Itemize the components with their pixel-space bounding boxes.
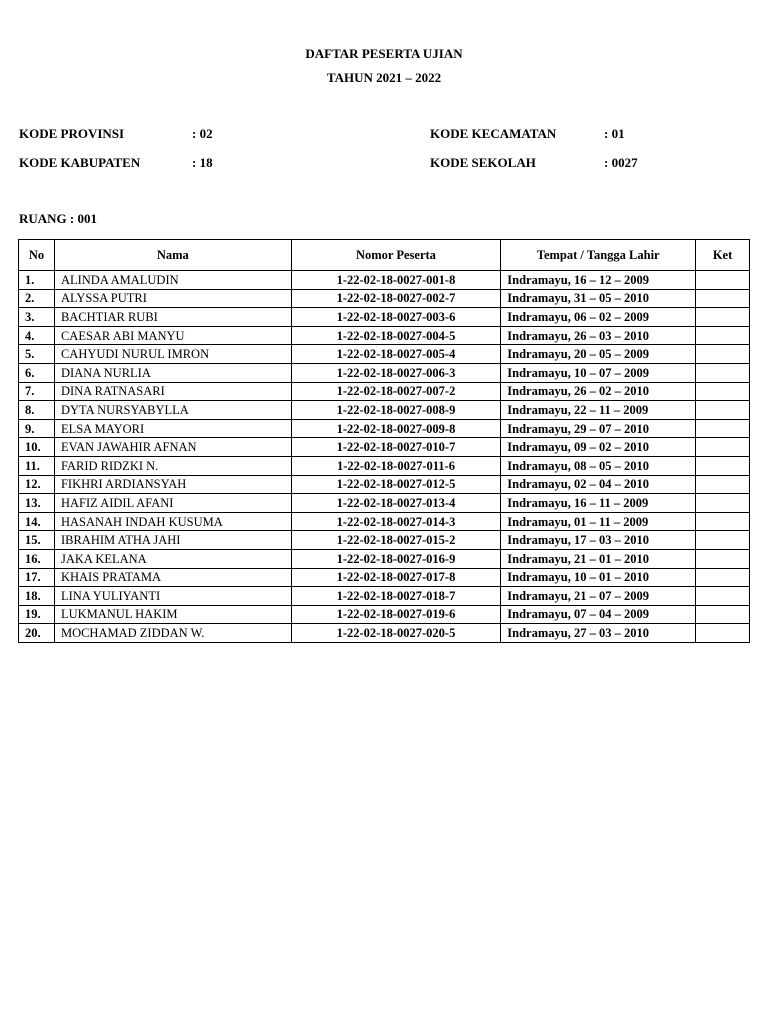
cell-ket bbox=[696, 345, 750, 364]
meta-value: : 18 bbox=[192, 155, 213, 170]
table-row bbox=[19, 568, 750, 587]
cell-nomor-peserta: 1-22-02-18-0027-002-7 bbox=[291, 289, 501, 308]
cell-nomor-peserta: 1-22-02-18-0027-017-8 bbox=[291, 568, 501, 587]
meta-label: KODE KECAMATAN bbox=[430, 126, 557, 141]
table-row bbox=[19, 587, 750, 606]
cell-nomor-peserta: 1-22-02-18-0027-012-5 bbox=[291, 475, 501, 494]
cell-ket bbox=[696, 587, 750, 606]
cell-tempat-tanggal-lahir: Indramayu, 02 – 04 – 2010 bbox=[501, 475, 696, 494]
meta-kode-provinsi bbox=[19, 126, 213, 142]
cell-nomor-peserta: 1-22-02-18-0027-014-3 bbox=[291, 512, 501, 531]
cell-no: 8. bbox=[19, 401, 55, 420]
meta-value: : 01 bbox=[604, 126, 625, 141]
cell-tempat-tanggal-lahir: Indramayu, 27 – 03 – 2010 bbox=[501, 624, 696, 643]
cell-no: 16. bbox=[19, 549, 55, 568]
meta-kode-sekolah bbox=[430, 155, 638, 171]
table-row bbox=[19, 271, 750, 290]
cell-no: 13. bbox=[19, 494, 55, 513]
cell-ket bbox=[696, 382, 750, 401]
cell-tempat-tanggal-lahir: Indramayu, 21 – 07 – 2009 bbox=[501, 587, 696, 606]
cell-nomor-peserta: 1-22-02-18-0027-015-2 bbox=[291, 531, 501, 550]
cell-tempat-tanggal-lahir: Indramayu, 08 – 05 – 2010 bbox=[501, 456, 696, 475]
cell-no: 5. bbox=[19, 345, 55, 364]
cell-tempat-tanggal-lahir: Indramayu, 22 – 11 – 2009 bbox=[501, 401, 696, 420]
column-header-nama: Nama bbox=[54, 240, 291, 271]
cell-tempat-tanggal-lahir: Indramayu, 10 – 01 – 2010 bbox=[501, 568, 696, 587]
table-row bbox=[19, 494, 750, 513]
cell-nomor-peserta: 1-22-02-18-0027-008-9 bbox=[291, 401, 501, 420]
column-header-no: No bbox=[19, 240, 55, 271]
cell-ket bbox=[696, 494, 750, 513]
cell-no: 7. bbox=[19, 382, 55, 401]
cell-nama: ELSA MAYORI bbox=[54, 419, 291, 438]
cell-ket bbox=[696, 605, 750, 624]
cell-tempat-tanggal-lahir: Indramayu, 06 – 02 – 2009 bbox=[501, 308, 696, 327]
cell-no: 2. bbox=[19, 289, 55, 308]
cell-ket bbox=[696, 475, 750, 494]
cell-no: 11. bbox=[19, 456, 55, 475]
meta-label: KODE PROVINSI bbox=[19, 126, 125, 141]
cell-no: 18. bbox=[19, 587, 55, 606]
cell-nama: MOCHAMAD ZIDDAN W. bbox=[54, 624, 291, 643]
cell-nama: CAESAR ABI MANYU bbox=[54, 326, 291, 345]
meta-label: KODE SEKOLAH bbox=[430, 155, 536, 170]
cell-nama: LINA YULIYANTI bbox=[54, 587, 291, 606]
table-row bbox=[19, 549, 750, 568]
cell-no: 9. bbox=[19, 419, 55, 438]
cell-nomor-peserta: 1-22-02-18-0027-006-3 bbox=[291, 363, 501, 382]
cell-no: 6. bbox=[19, 363, 55, 382]
cell-nomor-peserta: 1-22-02-18-0027-003-6 bbox=[291, 308, 501, 327]
table-row bbox=[19, 419, 750, 438]
cell-nomor-peserta: 1-22-02-18-0027-019-6 bbox=[291, 605, 501, 624]
cell-nomor-peserta: 1-22-02-18-0027-011-6 bbox=[291, 456, 501, 475]
cell-nama: EVAN JAWAHIR AFNAN bbox=[54, 438, 291, 457]
cell-tempat-tanggal-lahir: Indramayu, 31 – 05 – 2010 bbox=[501, 289, 696, 308]
cell-ket bbox=[696, 549, 750, 568]
cell-nama: HASANAH INDAH KUSUMA bbox=[54, 512, 291, 531]
table-row bbox=[19, 401, 750, 420]
meta-kode-kabupaten bbox=[19, 155, 213, 171]
table-row bbox=[19, 308, 750, 327]
cell-tempat-tanggal-lahir: Indramayu, 01 – 11 – 2009 bbox=[501, 512, 696, 531]
cell-nomor-peserta: 1-22-02-18-0027-016-9 bbox=[291, 549, 501, 568]
table-row bbox=[19, 345, 750, 364]
cell-nama: IBRAHIM ATHA JAHI bbox=[54, 531, 291, 550]
cell-ket bbox=[696, 308, 750, 327]
cell-tempat-tanggal-lahir: Indramayu, 09 – 02 – 2010 bbox=[501, 438, 696, 457]
cell-nomor-peserta: 1-22-02-18-0027-004-5 bbox=[291, 326, 501, 345]
column-header-tempat-tanggal-lahir: Tempat / Tangga Lahir bbox=[501, 240, 696, 271]
cell-nama: ALYSSA PUTRI bbox=[54, 289, 291, 308]
document-subtitle: TAHUN 2021 – 2022 bbox=[326, 70, 442, 85]
cell-nama: HAFIZ AIDIL AFANI bbox=[54, 494, 291, 513]
cell-ket bbox=[696, 568, 750, 587]
cell-nama: DINA RATNASARI bbox=[54, 382, 291, 401]
document-title: DAFTAR PESERTA UJIAN bbox=[305, 46, 463, 61]
cell-nomor-peserta: 1-22-02-18-0027-020-5 bbox=[291, 624, 501, 643]
table-row bbox=[19, 475, 750, 494]
cell-nomor-peserta: 1-22-02-18-0027-018-7 bbox=[291, 587, 501, 606]
cell-tempat-tanggal-lahir: Indramayu, 17 – 03 – 2010 bbox=[501, 531, 696, 550]
cell-nama: DIANA NURLIA bbox=[54, 363, 291, 382]
cell-tempat-tanggal-lahir: Indramayu, 07 – 04 – 2009 bbox=[501, 605, 696, 624]
cell-nomor-peserta: 1-22-02-18-0027-007-2 bbox=[291, 382, 501, 401]
cell-no: 1. bbox=[19, 271, 55, 290]
cell-no: 12. bbox=[19, 475, 55, 494]
cell-nama: DYTA NURSYABYLLA bbox=[54, 401, 291, 420]
cell-ket bbox=[696, 456, 750, 475]
table-row bbox=[19, 382, 750, 401]
cell-ket bbox=[696, 419, 750, 438]
ruang-label: RUANG : 001 bbox=[19, 211, 97, 226]
cell-nama: FARID RIDZKI N. bbox=[54, 456, 291, 475]
table-row bbox=[19, 531, 750, 550]
meta-value: : 02 bbox=[192, 126, 213, 141]
cell-nama: CAHYUDI NURUL IMRON bbox=[54, 345, 291, 364]
cell-nama: FIKHRI ARDIANSYAH bbox=[54, 475, 291, 494]
cell-ket bbox=[696, 438, 750, 457]
meta-value: : 0027 bbox=[604, 155, 638, 170]
cell-tempat-tanggal-lahir: Indramayu, 16 – 12 – 2009 bbox=[501, 271, 696, 290]
cell-nomor-peserta: 1-22-02-18-0027-001-8 bbox=[291, 271, 501, 290]
table-row bbox=[19, 326, 750, 345]
cell-nomor-peserta: 1-22-02-18-0027-013-4 bbox=[291, 494, 501, 513]
cell-no: 15. bbox=[19, 531, 55, 550]
cell-nama: KHAIS PRATAMA bbox=[54, 568, 291, 587]
cell-ket bbox=[696, 271, 750, 290]
cell-tempat-tanggal-lahir: Indramayu, 26 – 02 – 2010 bbox=[501, 382, 696, 401]
table-row bbox=[19, 456, 750, 475]
table-row bbox=[19, 363, 750, 382]
cell-ket bbox=[696, 289, 750, 308]
cell-ket bbox=[696, 363, 750, 382]
cell-nama: ALINDA AMALUDIN bbox=[54, 271, 291, 290]
cell-nama: LUKMANUL HAKIM bbox=[54, 605, 291, 624]
cell-nomor-peserta: 1-22-02-18-0027-010-7 bbox=[291, 438, 501, 457]
table-row bbox=[19, 438, 750, 457]
cell-ket bbox=[696, 531, 750, 550]
cell-nomor-peserta: 1-22-02-18-0027-005-4 bbox=[291, 345, 501, 364]
cell-tempat-tanggal-lahir: Indramayu, 16 – 11 – 2009 bbox=[501, 494, 696, 513]
cell-tempat-tanggal-lahir: Indramayu, 21 – 01 – 2010 bbox=[501, 549, 696, 568]
cell-tempat-tanggal-lahir: Indramayu, 26 – 03 – 2010 bbox=[501, 326, 696, 345]
column-header-ket: Ket bbox=[696, 240, 750, 271]
participant-table bbox=[18, 239, 750, 643]
table-header-row bbox=[19, 240, 750, 271]
meta-label: KODE KABUPATEN bbox=[19, 155, 141, 170]
cell-nama: JAKA KELANA bbox=[54, 549, 291, 568]
cell-tempat-tanggal-lahir: Indramayu, 29 – 07 – 2010 bbox=[501, 419, 696, 438]
table-row bbox=[19, 605, 750, 624]
cell-no: 4. bbox=[19, 326, 55, 345]
cell-tempat-tanggal-lahir: Indramayu, 10 – 07 – 2009 bbox=[501, 363, 696, 382]
cell-no: 10. bbox=[19, 438, 55, 457]
cell-no: 19. bbox=[19, 605, 55, 624]
cell-ket bbox=[696, 401, 750, 420]
table-row bbox=[19, 512, 750, 531]
cell-ket bbox=[696, 624, 750, 643]
column-header-nomor-peserta: Nomor Peserta bbox=[291, 240, 501, 271]
cell-no: 3. bbox=[19, 308, 55, 327]
cell-no: 20. bbox=[19, 624, 55, 643]
cell-ket bbox=[696, 512, 750, 531]
cell-tempat-tanggal-lahir: Indramayu, 20 – 05 – 2009 bbox=[501, 345, 696, 364]
cell-nomor-peserta: 1-22-02-18-0027-009-8 bbox=[291, 419, 501, 438]
cell-ket bbox=[696, 326, 750, 345]
meta-kode-kecamatan bbox=[430, 126, 625, 142]
cell-no: 14. bbox=[19, 512, 55, 531]
cell-no: 17. bbox=[19, 568, 55, 587]
cell-nama: BACHTIAR RUBI bbox=[54, 308, 291, 327]
table-row bbox=[19, 289, 750, 308]
table-row bbox=[19, 624, 750, 643]
